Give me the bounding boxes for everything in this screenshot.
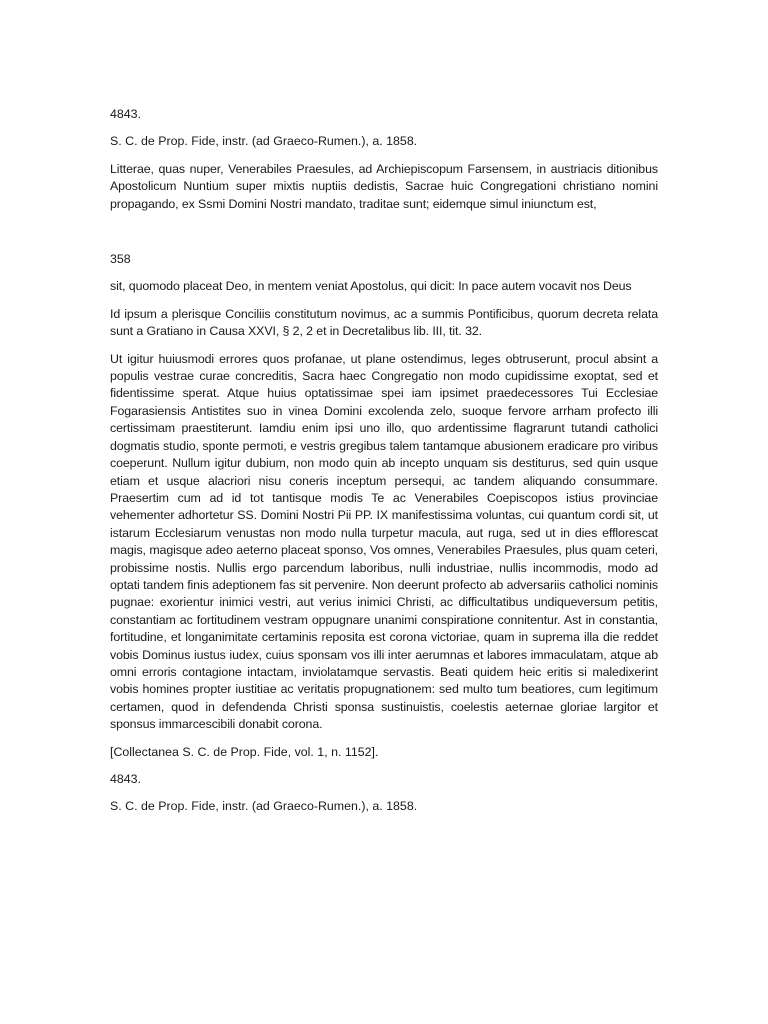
body-paragraph-3: Ut igitur huiusmodi errores quos profanae, ut plane ostendimus, leges obtruserunt, procul absint a populis vestrae curae concreditis, Sacra haec Congregatio non modo cupidissime exoptat, sed et fidentissime sperat. Atque huius optatissimae spei iam ipsimet praedecessores Tui Ecclesiae Fogarasiensis Antistites suo in vinea Domini excolenda zelo, suoque fervore arrham profecto illi certissimam praestiterunt. Iamdiu enim ipsi uno illo, quo ardentissime flagrarunt tutandi catholici dogmatis studio, sponte permoti, e vestris gregibus talem tantamque abusionem eradicare pro viribus coeperunt. Nullum igitur dubium, non modo quin ab incepto unquam sis destiturus, sed quin usque etiam et usque alacriori nisu coneris inceptum persequi, ac tandem aliquando consummare. Praesertim cum ad id tot tantisque modis Te ac Venerabiles Coepiscopos istius provinciae vehementer adhortetur SS. Domini Nostri Pii PP. IX manifestissima voluntas, cui quantum cordi sit, ut istarum Ecclesiarum venustas non modo nulla turpetur macula, aut ruga, sed ut in dies efflorescat magis, magisque adeo aeterno placeat sponso, Vos omnes, Venerabiles Praesules, plus quam ceteri, probissime nostis. Nullis ergo parcendum laboribus, nulli industriae, nullis incommodis, modo ad optati tandem finis adeptionem fas sit pervenire. Non deerunt profecto ab adversariis catholici nominis pugnae: exorientur inimici vestri, aut verius inimici Christi, ac difficultatibus undiqueversum petitis, constantiam ac fortitudinem vestram oppugnare unanimi conspiratione connitentur. Ast in constantia, fortitudine, et longanimitate certaminis reposita est corona victoriae, quam in suprema illa die reddet vobis Dominus iustus iudex, cuius sponsam vos illi inter aerumnas et labores immaculatam, atque ab omni erroris contagione intactam, inviolatamque servastis. Beati quidem heic eritis si maledixerint vobis homines propter iustitiae ac veritatis propugnationem: sed multo tum beatiores, cum legitimum certamen, quod in defendenda Christi sponsa sustinuistis, coelestis aeternae gloriae largitor et sponsus immarcescibili donabit corona. — [110, 351, 658, 732]
document-number-repeat: 4843. — [110, 772, 142, 786]
body-paragraph-1: sit, quomodo placeat Deo, in mentem veniat Apostolus, qui dicit: In pace autem vocavit nos Deus — [110, 279, 632, 294]
document-number: 4843. — [110, 107, 142, 121]
page-number: 358 — [110, 252, 131, 267]
document-source: S. C. de Prop. Fide, instr. (ad Graeco-Rumen.), a. 1858. — [110, 134, 418, 149]
document-source-repeat: S. C. de Prop. Fide, instr. (ad Graeco-Rumen.), a. 1858. — [110, 799, 418, 814]
document-page — [110, 106, 658, 816]
citation: [Collectanea S. C. de Prop. Fide, vol. 1, n. 1152]. — [110, 744, 379, 759]
intro-paragraph: Litterae, quas nuper, Venerabiles Praesules, ad Archiepiscopum Farsensem, in austriacis ditionibus Apostolicum Nuntium super mixtis nuptiis dedistis, Sacrae huic Congregationi christiano nomini propagando, ex Ssmi Domini Nostri mandato, traditae sunt; eidemque simul iniunctum est, — [110, 161, 658, 211]
body-paragraph-2: Id ipsum a plerisque Conciliis constitutum novimus, ac a summis Pontificibus, quorum decreta relata sunt a Gratiano in Causa XXVI, § 2, 2 et in Decretalibus lib. III, tit. 32. — [110, 306, 658, 339]
